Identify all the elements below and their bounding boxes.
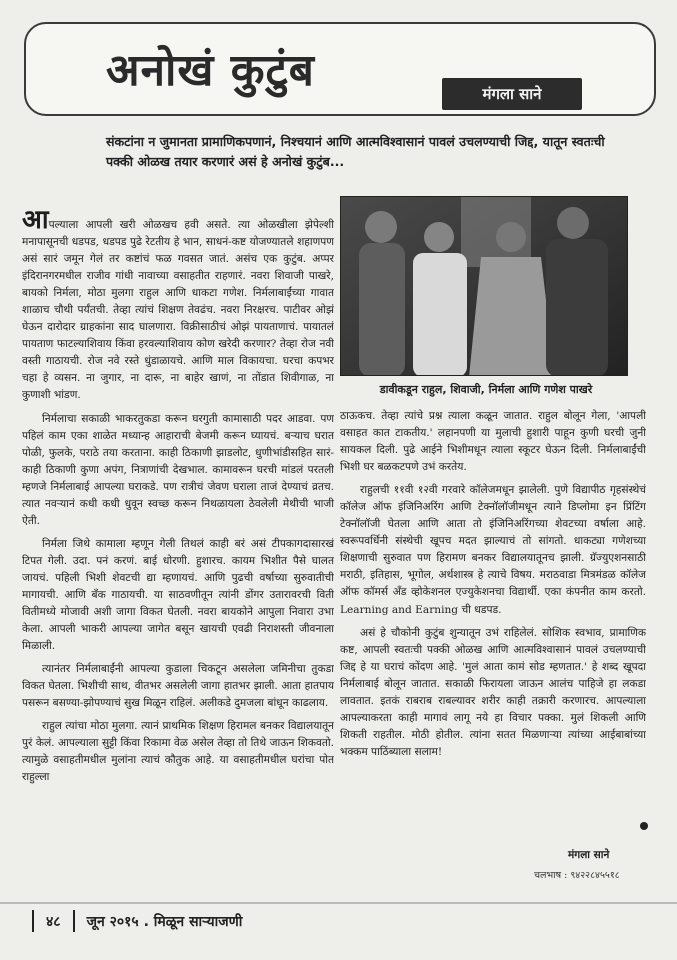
page-footer [32, 910, 242, 932]
page-number: ४८ [46, 913, 61, 930]
issue-info: जून २०१५ . मिळून साऱ्याजणी [86, 913, 243, 930]
paragraph-text: पल्याला आपली खरी ओळखच हवी असते. त्या ओळखीला झेपेल्शी मनापासूनची धडपड, धडपड पुढे रेटतीय हे भान, साधनं-कष्ट योजण्यातले शहाणपण असं सारं जमून गेलं तर कष्टांचं फळ गवसत जातं. असंच एक कुटुंब. अप्पर इंदिरानगरमधील राजीव गांधी नावाच्या वसाहतीत राहणारं. नवरा शिवाजी पाखरे, बायको निर्मला, मोठा मुलगा राहुल आणि धाकटा गणेश. निर्मलाबाईंच्या गावात शाळाच चौथी पर्यंतची. तेव्हा त्यांचं शिक्षण तेवढंच. नवरा निरक्षरच. पाटीवर ओझं घेऊन दारोदार ग्राहकांना साद घालणारा. विक्रीसाठीचं ओझं पायताणाचं. पायातलं पायताण फाटल्याशिवाय किंवा हरवल्याशिवाय कोण खरेदी करणार? तेव्हा रोज नवी वस्ती गाठायची. रोज नवे रस्ते धुंडाळायचे. आणि माल विकायचा. घरचा कपभर चहा हे व्यसन. ना जुगार, ना दारू, ना बाहेर खाणं, ना तोंडात शिवीगाळ, ना कुणाशी भांडण. [22, 219, 334, 402]
byline: मंगला साने [568, 849, 610, 861]
paragraph-intro [22, 210, 334, 405]
footer-rule [0, 902, 677, 904]
left-column [22, 210, 334, 880]
article-deck: संकटांना न जुमानता प्रामाणिकपणानं, निश्चयानं आणि आत्मविश्वासानं पावलं उचलण्याची जिद्द, यातून स्वतःची पक्की ओळख तयार करणारं असं हे अनोखं कुटुंब... [106, 134, 605, 169]
footer-divider [32, 910, 34, 932]
article-title: अनोखं कुटुंब [106, 45, 315, 96]
phone-number: चलभाष : ९४२२८४५५१८ [534, 870, 620, 881]
end-mark [640, 822, 648, 830]
family-photo [340, 196, 628, 376]
paragraph: राहुल त्यांचा मोठा मुलगा. त्यानं प्राथमिक शिक्षण हिरामल बनकर विद्यालयातून पुरं केलं. आपल्याला सुट्टी किंवा रिकामा वेळ असेल तेव्हा तो तिथे जाऊन शिकवतो. त्यामुळे वसाहतीमधील मुलांना त्याचं कौतुक आहे. या वसाहतीमधील घरांचा पोत राहुल्ला [22, 720, 334, 784]
paragraph: निर्मलाचा सकाळी भाकरतुकडा करून घरगुती कामासाठी पदर आडवा. पण पहिलं काम एका शाळेत मध्यान्ह आहाराची बेजमी करून घ्यायचं. बऱ्याच घरात पोळी, फुलके, पराठे तया करताना. काही ठिकाणी झाडलोट, धुणीभांडीसहित सारं- काही ठिकाणी कुणा अपंग, नित्राणांची देखभाल. कामावरून घरची मांडलं परतली म्हणजे निर्मलाबाई आपल्या घराकडे. पण रात्रीचं जेवण घराला ताजं देण्याचं व्रतच. त्यात नवऱ्यानं कधी कधी धुवून स्वच्छ करून निथळायला ठेवलेली मेथीची भाजी ऐती. [22, 412, 334, 527]
right-column [340, 408, 646, 878]
author-badge: मंगला साने [442, 78, 582, 110]
photo-caption: डावीकडून राहुल, शिवाजी, निर्मला आणि गणेश पाखरे [379, 382, 593, 396]
paragraph: निर्मला जिथे कामाला म्हणून गेली तिथलं काही बरं असं टीपकागदासारखं टिपत गेली. उदा. पनं करणं. बाई धोरणी. हुशारच. कायम भिशीत पैसे घालत जायचं. पहिली भिशी शेवटची द्या म्हणायचं. आणि पुढची वर्षाच्या सुरुवातीची मागायची. आणि बँक गाठायची. या साठवणीतून त्यांनी डोंगर उतारावरची विती वितीमध्ये मोजावी अशी जागा विकत घेतली. नवरा बायकोने आपुला निवारा उभा केला. आपली भाकरी आपल्या जागेत बसून खायची एवढी निराशस्ती जीवनाला मिळाली. [22, 537, 334, 653]
paragraph: राहुलची ११वी १२वी गरवारे कॉलेजमधून झालेली. पुणे विद्यापीठ गृहसंस्थेचं कॉलेज ऑफ इंजिनिअरिंग आणि टेक्नॉलॉजीमधून त्याने डिप्लोमा इन प्रिंटिंग टेक्नॉलॉजी घेतला आणि आता तो इंजिनिअरिंगच्या शेवटच्या वर्षाला आहे. स्वरूपवर्धिनी संस्थेची खूपच मदत झाल्याचं तो सांगतो. धाकट्या गणेशच्या शिक्षणाची सुरुवात पण हिरामण बनकर विद्यालयातूनच झाली. ग्रॅज्युएशनसाठी मराठी, इतिहास, भूगोल, अर्थशास्त्र हे त्याचे विषय. मराठवाडा मित्रमंडळ कॉलेज ऑफ कॉमर्स अँड व्होकेशनल एज्युकेशनचा विद्यार्थी. एका कंपनीत काम करतो. Learning and Earning ची धडपड. [340, 484, 646, 616]
paragraph: त्यानंतर निर्मलाबाईंनी आपल्या कुडाला चिकटून असलेला जमिनीचा तुकडा विकत घेतला. भिशीची साथ, वीतभर असलेली जागा हातभर झाली. आता हातपाय पसरून बसण्या-झोपण्याचं सुख मिळून राहिलं. अलीकडे दुमजला बांधून काढलाय. [22, 663, 334, 710]
paragraph: ठाऊकच. तेव्हा त्यांचे प्रश्न त्याला कळून जातात. राहुल बोलून गेला, 'आपली वसाहत कात टाकतीय.' लहानपणी या मुलाची हुशारी पाहून कुणी घरची जुनी सायकल दिली. पुढे आईने भिशीमधून त्याला स्कूटर घेऊन दिली. निर्मलाबाईंची भिशी घर बळकटपणे उभं करतेय. [340, 410, 646, 474]
paragraph: असं हे चौकोनी कुटुंब शुन्यातून उभं राहिलेलं. सोशिक स्वभाव, प्रामाणिक कष्ट, आपली स्वतःची पक्की ओळख आणि आत्मविश्वासानं पावलं उचलण्याची जिद्द हे या घराचं कोंदण आहे. 'मुलं आता कामं सोड म्हणतात.' हे शब्द खूपदा निर्मलाबाई बोलून जातात. सकाळी फिरायला जाऊन आलंच पाहिजे हा लकडा लावतात. इतकं राबराब राबल्यावर शरीर काही तक्रारी करणारच. आपल्याला आपल्याकरता काही मागावं लागू नये हा विचार पक्का. मुलं शिकली आणि शिकती राहतील. मोठी होतील. त्यांना सतत मिळणाऱ्या त्यांच्या आईबाबांच्या भक्कम पाठिंब्याला सलाम! [340, 626, 646, 758]
footer-divider [73, 910, 75, 932]
drop-cap: आ [22, 210, 49, 235]
